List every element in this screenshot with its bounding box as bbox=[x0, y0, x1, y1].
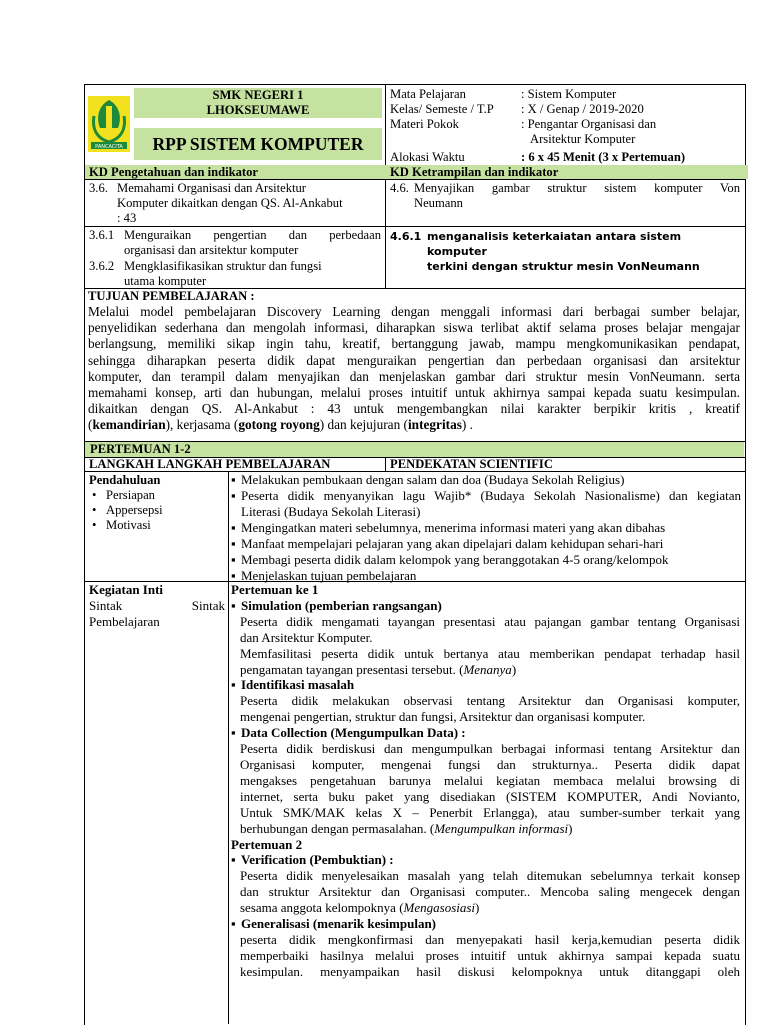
kegiatan-inti-section: Kegiatan Inti Sintak Sintak Pembelajaran bbox=[89, 582, 225, 629]
meta-label: Mata Pelajaran bbox=[390, 87, 466, 101]
simulation-title: ▪ Simulation (pemberian rangsangan) bbox=[231, 597, 442, 613]
kd-3-6: 3.6. Memahami Organisasi dan Arsitektur Komputer dikaitkan dengan QS. Al-Ankabut : 43 bbox=[89, 181, 343, 225]
meta-label: Materi Pokok bbox=[390, 117, 459, 131]
list-item: ▪ Membagi peserta didik dalam kelompok yang beranggotakan 4-5 orang/kelompok bbox=[231, 552, 669, 567]
indikator-3-6-1: 3.6.1 Menguraikan pengertian dan perbedaan organisasi dan arsitektur komputer bbox=[89, 228, 381, 257]
meta-block bbox=[390, 87, 740, 165]
meta-value: : X / Genap / 2019-2020 bbox=[521, 102, 644, 116]
data-collection-title: ▪ Data Collection (Mengumpulkan Data) : bbox=[231, 725, 466, 741]
pertemuan-2-title: Pertemuan 2 bbox=[231, 836, 303, 852]
kd-4-6: 4.6. Menyajikan gambar struktur sistem komputer Von Neumann bbox=[390, 181, 740, 210]
kd-pengetahuan-header: KD Pengetahuan dan indikator bbox=[85, 165, 389, 179]
kegiatan-inti-title: Kegiatan Inti bbox=[89, 582, 164, 597]
pertemuan-1-title: Pertemuan ke 1 bbox=[231, 582, 319, 597]
meta-label: Kelas/ Semeste / T.P bbox=[390, 102, 494, 116]
divider bbox=[84, 179, 745, 180]
divider bbox=[228, 471, 229, 1024]
col-langkah: LANGKAH LANGKAH PEMBELAJARAN bbox=[89, 457, 331, 471]
school-logo bbox=[88, 96, 130, 152]
meta-value: : Pengantar Organisasi dan bbox=[521, 117, 657, 131]
tujuan-pembelajaran: TUJUAN PEMBELAJARAN : Melalui model pembelajaran Discovery Learning dengan menggali informasi dari berbagai sumber belajar, penyelidikan sederhana dan mengolah informasi, diharapkan siswa terlibat aktif selama proses belajar mengajar berlangsung, memiliki sikap ingin tahu, kreatif, bertanggung jawab, mampu mengkomunikasikan pendapat, sehingga diharapkan peserta didik dapat menguraikan pengertian dan perbedaan organisasi dan arsitektur komputer, dan terampil dalam menyajikan dan menjelaskan gambar dari struktur mesin VonNeumann. serta memahami konsep, arti dan hubungan, melalui proses intuitif untuk akhirnya sampai kepada suatu kesimpulan. dikaitkan dengan QS. Al-Ankabut : 43 untuk mengembangkan nilai karakter berpikir kritis , kreatif (kemandirian), kerjasama (gotong royong) dan kejujuran (integritas) . bbox=[88, 289, 740, 433]
pendahuluan-title: Pendahuluan bbox=[89, 473, 161, 487]
meta-value: : Sistem Komputer bbox=[521, 87, 617, 101]
verification-title: ▪ Verification (Pembuktian) : bbox=[231, 852, 394, 868]
generalisasi-title: ▪ Generalisasi (menarik kesimpulan) bbox=[231, 916, 437, 932]
list-item: Literasi (Budaya Sekolah Literasi) bbox=[241, 504, 421, 519]
indikator-4-6-1: 4.6.1 menganalisis keterkaiatan antara sistem komputer terkini dengan struktur mesin VonNeumann bbox=[390, 230, 700, 273]
meta-value: Arsitektur Komputer bbox=[530, 132, 636, 146]
school-name: SMK NEGERI 1 LHOKSEUMAWE bbox=[134, 88, 382, 118]
meta-value: : 6 x 45 Menit (3 x Pertemuan) bbox=[521, 150, 686, 164]
divider bbox=[385, 84, 386, 165]
divider bbox=[385, 457, 386, 471]
meta-label: Alokasi Waktu bbox=[390, 150, 465, 164]
pendahuluan-activities bbox=[231, 472, 741, 584]
kd-ketrampilan-header: KD Ketrampilan dan indikator bbox=[386, 165, 748, 179]
list-item: ▪ Mengingatkan materi sebelumnya, menerima informasi materi yang akan dibahas bbox=[231, 520, 666, 535]
col-scientific: PENDEKATAN SCIENTIFIC bbox=[390, 457, 553, 471]
identifikasi-title: ▪ Identifikasi masalah bbox=[231, 677, 355, 693]
kegiatan-inti-content: Pertemuan ke 1 ▪ Simulation (pemberian rangsangan) Peserta didik mengamati tayangan presentasi atau pajangan gambar tentang Organisasi dan Arsitektur Komputer. Memfasilitasi peserta didik untuk bertanya atau memberikan pendapat terhadap hasil pengamatan tayangan presentasi tersebut. (Menanya) ▪ Identifikasi masalah Peserta didik melakukan observasi tentang Arsitektur dan Organisasi komputer, mengenai pengertian, struktur dan fungsi, Arsitektur dan organisasi komputer. ▪ Data Collection (Mengumpulkan Data) : Peserta didik berdiskusi dan mengumpulkan berbagai informasi tentang Arsitektur dan Organisasi komputer, mengenai fungsi dan strukturnya.. Peserta didik dapat mengakses pengetahuan barunya melalui kegiatan membaca melalui browsing di internet, serta buku paket yang disediakan (SISTEM KOMPUTER, Andi Novianto, Untuk SMK/MAK kelas X – Penerbit Erlangga), atau sumber-sumber terkait yang berhubungan dengan permasalahan. (Mengumpulkan informasi) Pertemuan 2 ▪ Verification (Pembuktian) : Peserta didik menyelesaikan masalah yang telah ditemukan sebelumnya terkait konsep dan struktur Arsitektur dan Organisasi computer.. Mencoba saling mengecek dengan sesama anggota kelompoknya (Mengasosiasi) ▪ Generalisasi (menarik kesimpulan) peserta didik mengkonfirmasi dan menyepakati hasil kerja,kemudian peserta didik memperbaiki hasilnya melalui proses intuitif untuk akhirnya sampai kepada suatu kesimpulan. menyampaikan hasil diskusi kelompoknya untuk ditanggapi oleh bbox=[231, 582, 740, 979]
list-item: ▪ Menjelaskan tujuan pembelajaran bbox=[231, 568, 417, 583]
svg-text:PANCACITA: PANCACITA bbox=[95, 144, 123, 150]
list-item: ▪ Melakukan pembukaan dengan salam dan doa (Budaya Sekolah Religius) bbox=[231, 472, 625, 487]
pertemuan-header: PERTEMUAN 1-2 bbox=[85, 442, 744, 457]
pendahuluan-section: Pendahuluan • Persiapan • Appersepsi • Motivasi bbox=[89, 473, 225, 533]
indikator-3-6-2: 3.6.2 Mengklasifikasikan struktur dan fungsi utama komputer bbox=[89, 259, 322, 288]
divider bbox=[84, 226, 745, 227]
document-title: RPP SISTEM KOMPUTER bbox=[134, 128, 382, 160]
meta-label bbox=[390, 132, 530, 150]
tujuan-title: TUJUAN PEMBELAJARAN : bbox=[88, 289, 255, 303]
list-item: ▪ Manfaat mempelajari pelajaran yang akan dipelajari dalam kehidupan sehari-hari bbox=[231, 536, 664, 551]
list-item: ▪ Peserta didik menyanyikan lagu Wajib* (Budaya Sekolah Nasionalisme) dan kegiatan bbox=[231, 488, 741, 503]
